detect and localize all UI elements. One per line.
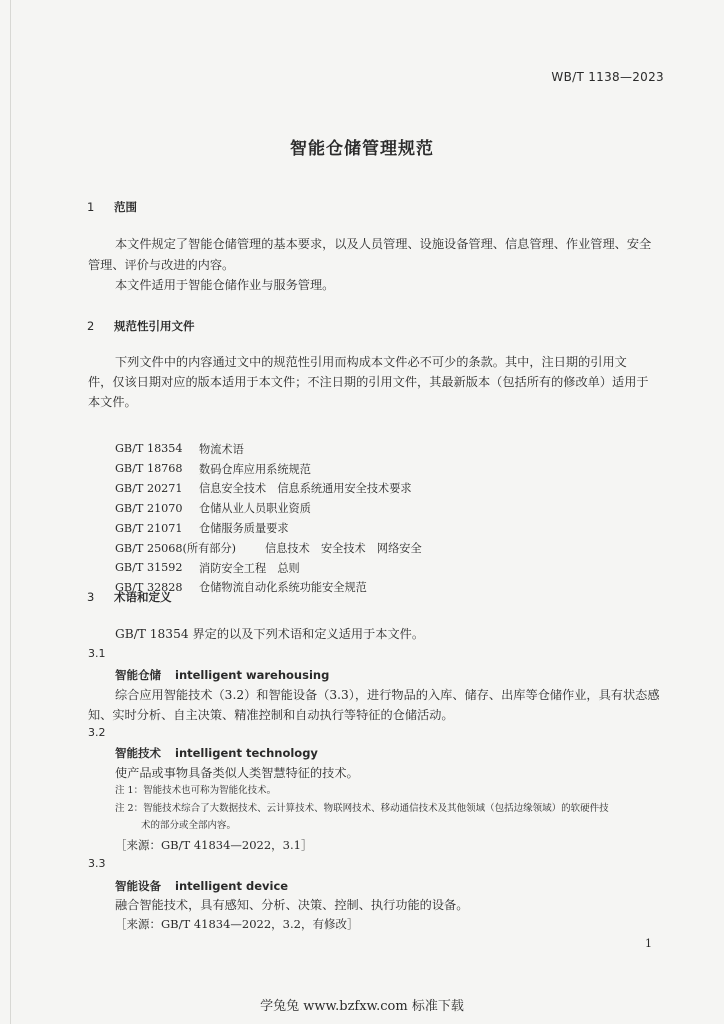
section-number: 2 [87,319,95,333]
section-number: 1 [87,200,95,214]
term-heading [115,745,318,761]
reference-item [115,459,422,479]
reference-title: 仓储服务质量要求 [199,522,289,536]
paragraph-line: 件，仅该日期对应的版本适用于本文件；不注日期的引用文件，其最新版本（包括所有的修改单）适用于 [88,375,649,389]
reference-title: 消防安全工程 总则 [199,561,300,575]
definition-line: 知、实时分析、自主决策、精准控制和自动执行等特征的仓储活动。 [88,708,454,722]
reference-title: 物流术语 [199,442,244,456]
reference-title: 数码仓库应用系统规范 [199,462,311,476]
definition-line: 使产品或事物具备类似人类智慧特征的技术。 [115,766,359,780]
reference-code: GB/T 25068(所有部分) [115,541,237,555]
reference-title: 仓储从业人员职业资质 [199,502,311,516]
reference-item [115,538,422,558]
reference-code: GB/T 18768 [115,462,183,476]
definition-line: 融合智能技术，具有感知、分析、决策、控制、执行功能的设备。 [115,898,469,912]
document-title: 智能仓储管理规范 [290,139,434,159]
reference-code: GB/T 32828 [115,580,183,594]
reference-item [115,498,422,518]
section-title: 范围 [114,200,137,214]
section-2-heading [87,318,195,334]
term-heading [115,878,288,894]
paragraph-line: 本文件。 [88,395,137,409]
term-heading [115,667,329,683]
section-title: 规范性引用文件 [114,319,195,333]
note-line: 注 2：智能技术综合了大数据技术、云计算技术、物联网技术、移动通信技术及其他领域（包括边缘领域）的软硬件技 [115,803,609,814]
term-en: intelligent warehousing [175,668,330,682]
paragraph-line: 本文件适用于智能仓储作业与服务管理。 [115,278,335,292]
term-number: 3.1 [88,647,106,660]
term-number: 3.3 [88,857,106,870]
term-zh: 智能设备 [115,879,161,893]
section-3-heading [87,589,172,605]
reference-item [115,439,422,459]
reference-item [115,518,422,538]
section-1-heading [87,199,137,215]
note-line: 术的部分或全部内容。 [141,820,237,831]
source-citation: ［来源：GB/T 41834—2022，3.1］ [115,838,313,852]
note-line: 注 1：智能技术也可称为智能化技术。 [115,785,277,796]
normative-references-list [115,439,422,597]
paragraph-line: 下列文件中的内容通过文中的规范性引用而构成本文件必不可少的条款。其中，注日期的引用文 [115,355,627,369]
reference-code: GB/T 18354 [115,442,183,456]
reference-title: 仓储物流自动化系统功能安全规范 [199,581,367,595]
reference-item [115,558,422,578]
reference-code: GB/T 20271 [115,481,183,495]
reference-title: 信息安全技术 信息系统通用安全技术要求 [199,482,412,496]
term-zh: 智能技术 [115,746,161,760]
reference-title: 信息技术 安全技术 网络安全 [265,541,422,555]
reference-code: GB/T 31592 [115,561,183,575]
reference-code: GB/T 21070 [115,501,183,515]
term-en: intelligent technology [175,746,318,760]
section-title: 术语和定义 [114,590,172,604]
section-number: 3 [87,590,95,604]
reference-item [115,479,422,499]
standard-number: WB/T 1138—2023 [551,70,664,84]
definition-line: 综合应用智能技术（3.2）和智能设备（3.3），进行物品的入库、储存、出库等仓储作业，具有状态感 [115,688,660,702]
reference-code: GB/T 21071 [115,521,183,535]
term-number: 3.2 [88,726,106,739]
paragraph-line: GB/T 18354 界定的以及下列术语和定义适用于本文件。 [115,627,425,641]
watermark-footer: 学兔兔 www.bzfxw.com 标准下载 [260,999,464,1014]
term-en: intelligent device [175,879,289,893]
page-number: 1 [645,937,652,950]
term-zh: 智能仓储 [115,668,161,682]
paragraph-line: 本文件规定了智能仓储管理的基本要求，以及人员管理、设施设备管理、信息管理、作业管理、安全 [115,237,652,251]
source-citation: ［来源：GB/T 41834—2022，3.2，有修改］ [115,917,359,931]
paragraph-line: 管理、评价与改进的内容。 [88,258,235,272]
